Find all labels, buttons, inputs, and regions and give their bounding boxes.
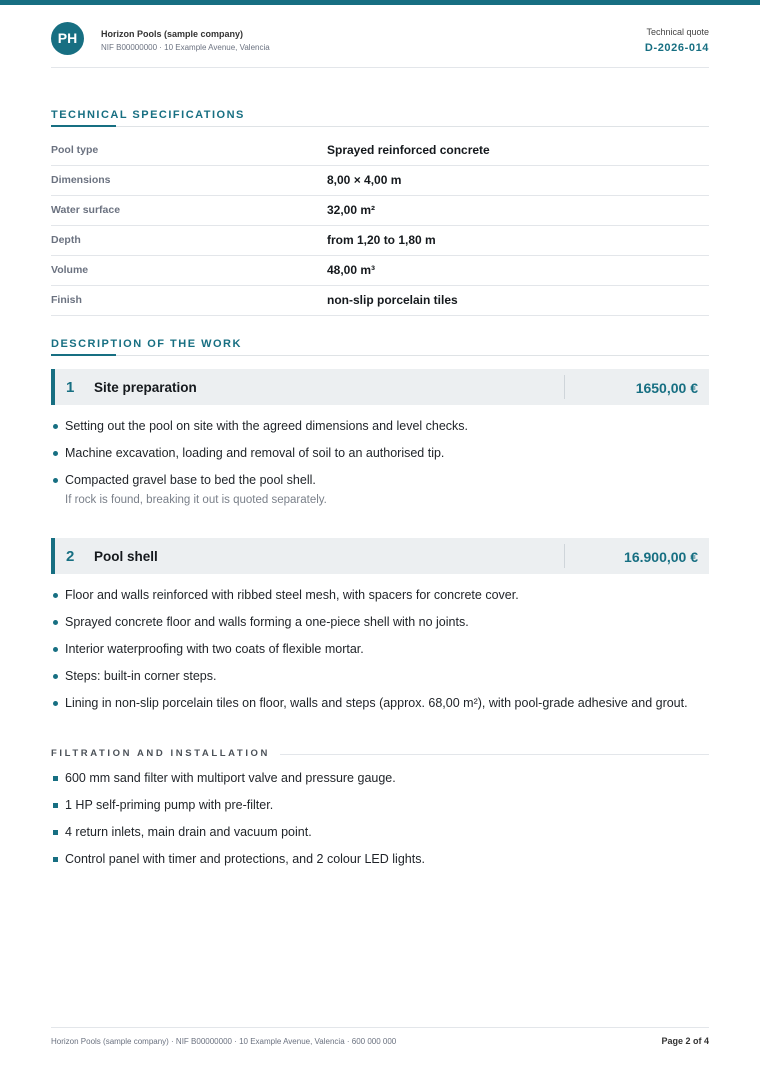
list-item [51,796,709,814]
specs-section-heading [51,108,709,127]
work-section-title: DESCRIPTION OF THE WORK [51,338,242,350]
document-page [51,5,709,1046]
list-item [51,417,709,435]
spec-value: non-slip porcelain tiles [327,293,458,307]
filtration-subheading [51,747,709,761]
spec-row [51,136,709,166]
page-number: Page 2 of 4 [661,1036,709,1046]
list-item [51,769,709,787]
company-info [101,28,270,54]
spec-label: Depth [51,234,81,246]
document-header [51,5,709,68]
spec-label: Finish [51,294,82,306]
bullet-dot-icon [53,701,58,706]
bullet-dot-icon [53,424,58,429]
document-type-label: Technical quote [646,27,709,37]
list-item [51,586,709,604]
list-item [51,667,709,685]
list-item-text: Sprayed concrete floor and walls forming a one-piece shell with no joints. [65,615,469,629]
company-logo: PH [51,22,84,55]
list-item-text: Control panel with timer and protections, and 2 colour LED lights. [65,852,425,866]
company-details: NIF B00000000 · 10 Example Avenue, Valencia [101,43,270,52]
list-item-text: 1 HP self-priming pump with pre-filter. [65,798,274,812]
list-item-text: Floor and walls reinforced with ribbed steel mesh, with spacers for concrete cover. [65,588,519,602]
list-item [51,694,709,712]
list-item [51,471,709,508]
list-item-text: 4 return inlets, main drain and vacuum point. [65,825,312,839]
page-footer [51,1027,709,1046]
bullet-dot-icon [53,647,58,652]
list-item-text: 600 mm sand filter with multiport valve and pressure gauge. [65,771,396,785]
spec-value: Sprayed reinforced concrete [327,143,490,157]
list-item [51,850,709,868]
list-item [51,823,709,841]
work-block-items [51,586,709,721]
specs-section-title: TECHNICAL SPECIFICATIONS [51,109,245,121]
spec-label: Water surface [51,204,121,216]
work-block-items [51,417,709,517]
bullet-dot-icon [53,593,58,598]
list-item-text: Setting out the pool on site with the agreed dimensions and level checks. [65,419,469,433]
work-block-number: 2 [66,548,75,565]
spec-label: Volume [51,264,89,276]
list-item [51,640,709,658]
spec-row [51,286,709,316]
amount-divider [564,375,565,399]
work-block-amount: 1650,00 € [635,380,698,396]
work-section-heading [51,337,709,356]
list-item-text: Lining in non-slip porcelain tiles on floor, walls and steps (approx. 68,00 m²), with pool-grade adhesive and grout. [65,696,688,710]
bullet-square-icon [53,776,58,781]
filtration-subheading-title: FILTRATION AND INSTALLATION [51,747,280,761]
spec-row [51,226,709,256]
amount-divider [564,544,565,568]
bullet-dot-icon [53,478,58,483]
work-block-name: Site preparation [94,380,197,395]
list-item-text: Steps: built-in corner steps. [65,669,217,683]
bullet-dot-icon [53,451,58,456]
document-number: D-2026-014 [644,42,709,54]
bullet-square-icon [53,830,58,835]
spec-row [51,196,709,226]
list-item [51,444,709,462]
spec-value: 48,00 m³ [327,263,376,277]
bullet-dot-icon [53,620,58,625]
spec-label: Pool type [51,144,99,156]
work-block-amount: 16.900,00 € [624,549,698,565]
footer-company-info: Horizon Pools (sample company) · NIF B00000000 · 10 Example Avenue, Valencia · 600 000 000 [51,1037,397,1046]
work-block-header [51,538,709,574]
section-heading-accent [51,125,116,127]
list-item-text: Interior waterproofing with two coats of flexible mortar. [65,642,364,656]
work-block-header [51,369,709,405]
bullet-dot-icon [53,674,58,679]
bullet-square-icon [53,857,58,862]
list-item-note: If rock is found, breaking it out is quoted separately. [65,494,327,506]
spec-label: Dimensions [51,174,111,186]
company-name: Horizon Pools (sample company) [101,29,244,39]
spec-value: 32,00 m² [327,203,376,217]
spec-value: from 1,20 to 1,80 m [327,233,436,247]
spec-row [51,166,709,196]
specs-table [51,136,709,316]
bullet-square-icon [53,803,58,808]
list-item-text: Machine excavation, loading and removal of soil to an authorised tip. [65,446,445,460]
list-item-text: Compacted gravel base to bed the pool shell. [65,473,316,487]
spec-value: 8,00 × 4,00 m [327,173,402,187]
work-block-name: Pool shell [94,549,158,564]
work-block-number: 1 [66,379,75,396]
filtration-items [51,769,709,877]
document-id [645,26,709,55]
list-item [51,613,709,631]
section-heading-accent [51,354,116,356]
spec-row [51,256,709,286]
